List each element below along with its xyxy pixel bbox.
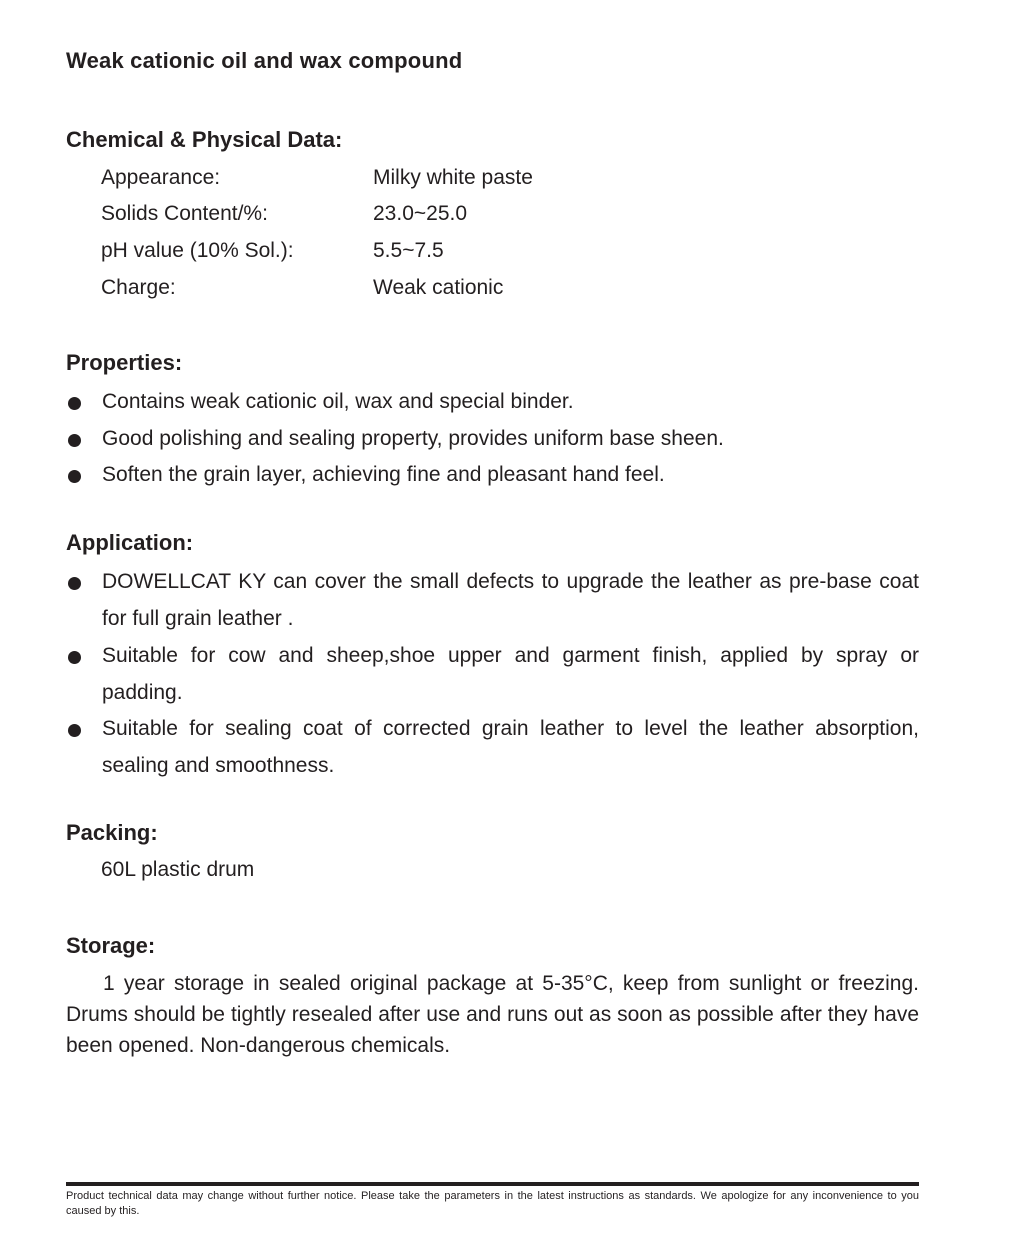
application-item-text: Suitable for cow and sheep,shoe upper and garment finish, applied by spray or padding. — [102, 644, 919, 704]
chem-label: Appearance: — [101, 166, 221, 189]
chem-label: Solids Content/%: — [101, 202, 268, 225]
application-heading: Application: — [66, 530, 194, 555]
storage-heading: Storage: — [66, 933, 156, 958]
properties-item-text: Contains weak cationic oil, wax and special binder. — [102, 390, 574, 413]
properties-item-text: Good polishing and sealing property, provides uniform base sheen. — [102, 427, 724, 450]
application-item — [66, 563, 919, 637]
chem-value: 5.5~7.5 — [373, 239, 444, 262]
application-item — [66, 710, 919, 784]
application-item-text: Suitable for sealing coat of corrected grain leather to level the leather absorption, sealing and smoothness. — [102, 717, 919, 777]
properties-item-text: Soften the grain layer, achieving fine and pleasant hand feel. — [102, 463, 665, 486]
application-item-text: DOWELLCAT KY can cover the small defects to upgrade the leather as pre-base coat for full grain leather . — [102, 570, 919, 630]
chem-value: Weak cationic — [373, 276, 504, 299]
bullet-icon — [68, 577, 81, 590]
bullet-icon — [68, 397, 81, 410]
packing-text: 60L plastic drum — [101, 858, 255, 881]
footer-disclaimer: Product technical data may change without further notice. Please take the parameters in the latest instructions as standards. We apologize for any inconvenience to you caused by this. — [66, 1190, 919, 1217]
properties-item — [66, 456, 919, 493]
properties-item — [66, 383, 919, 420]
chem-label: Charge: — [101, 276, 176, 299]
chem-value: Milky white paste — [373, 166, 533, 189]
storage-text: 1 year storage in sealed original package at 5-35°C, keep from sunlight or freezing. Drums should be tightly resealed after use and runs out as soon as possible after they have been opened. Non-dangerous chemicals. — [66, 972, 919, 1057]
chem-row-charge — [101, 276, 503, 300]
properties-heading: Properties: — [66, 350, 183, 375]
application-item — [66, 637, 919, 711]
bullet-icon — [68, 470, 81, 483]
bullet-icon — [68, 651, 81, 664]
chem-value: 23.0~25.0 — [373, 202, 468, 225]
document-title: Weak cationic oil and wax compound — [66, 48, 463, 73]
chem-label: pH value (10% Sol.): — [101, 239, 294, 262]
bullet-icon — [68, 434, 81, 447]
chem-row-appearance — [101, 166, 533, 190]
chem-row-solids — [101, 202, 467, 226]
packing-heading: Packing: — [66, 820, 158, 845]
bullet-icon — [68, 724, 81, 737]
properties-item — [66, 420, 919, 457]
chem-heading: Chemical & Physical Data: — [66, 127, 343, 152]
chem-row-ph — [101, 239, 444, 263]
footer-divider — [66, 1182, 919, 1186]
